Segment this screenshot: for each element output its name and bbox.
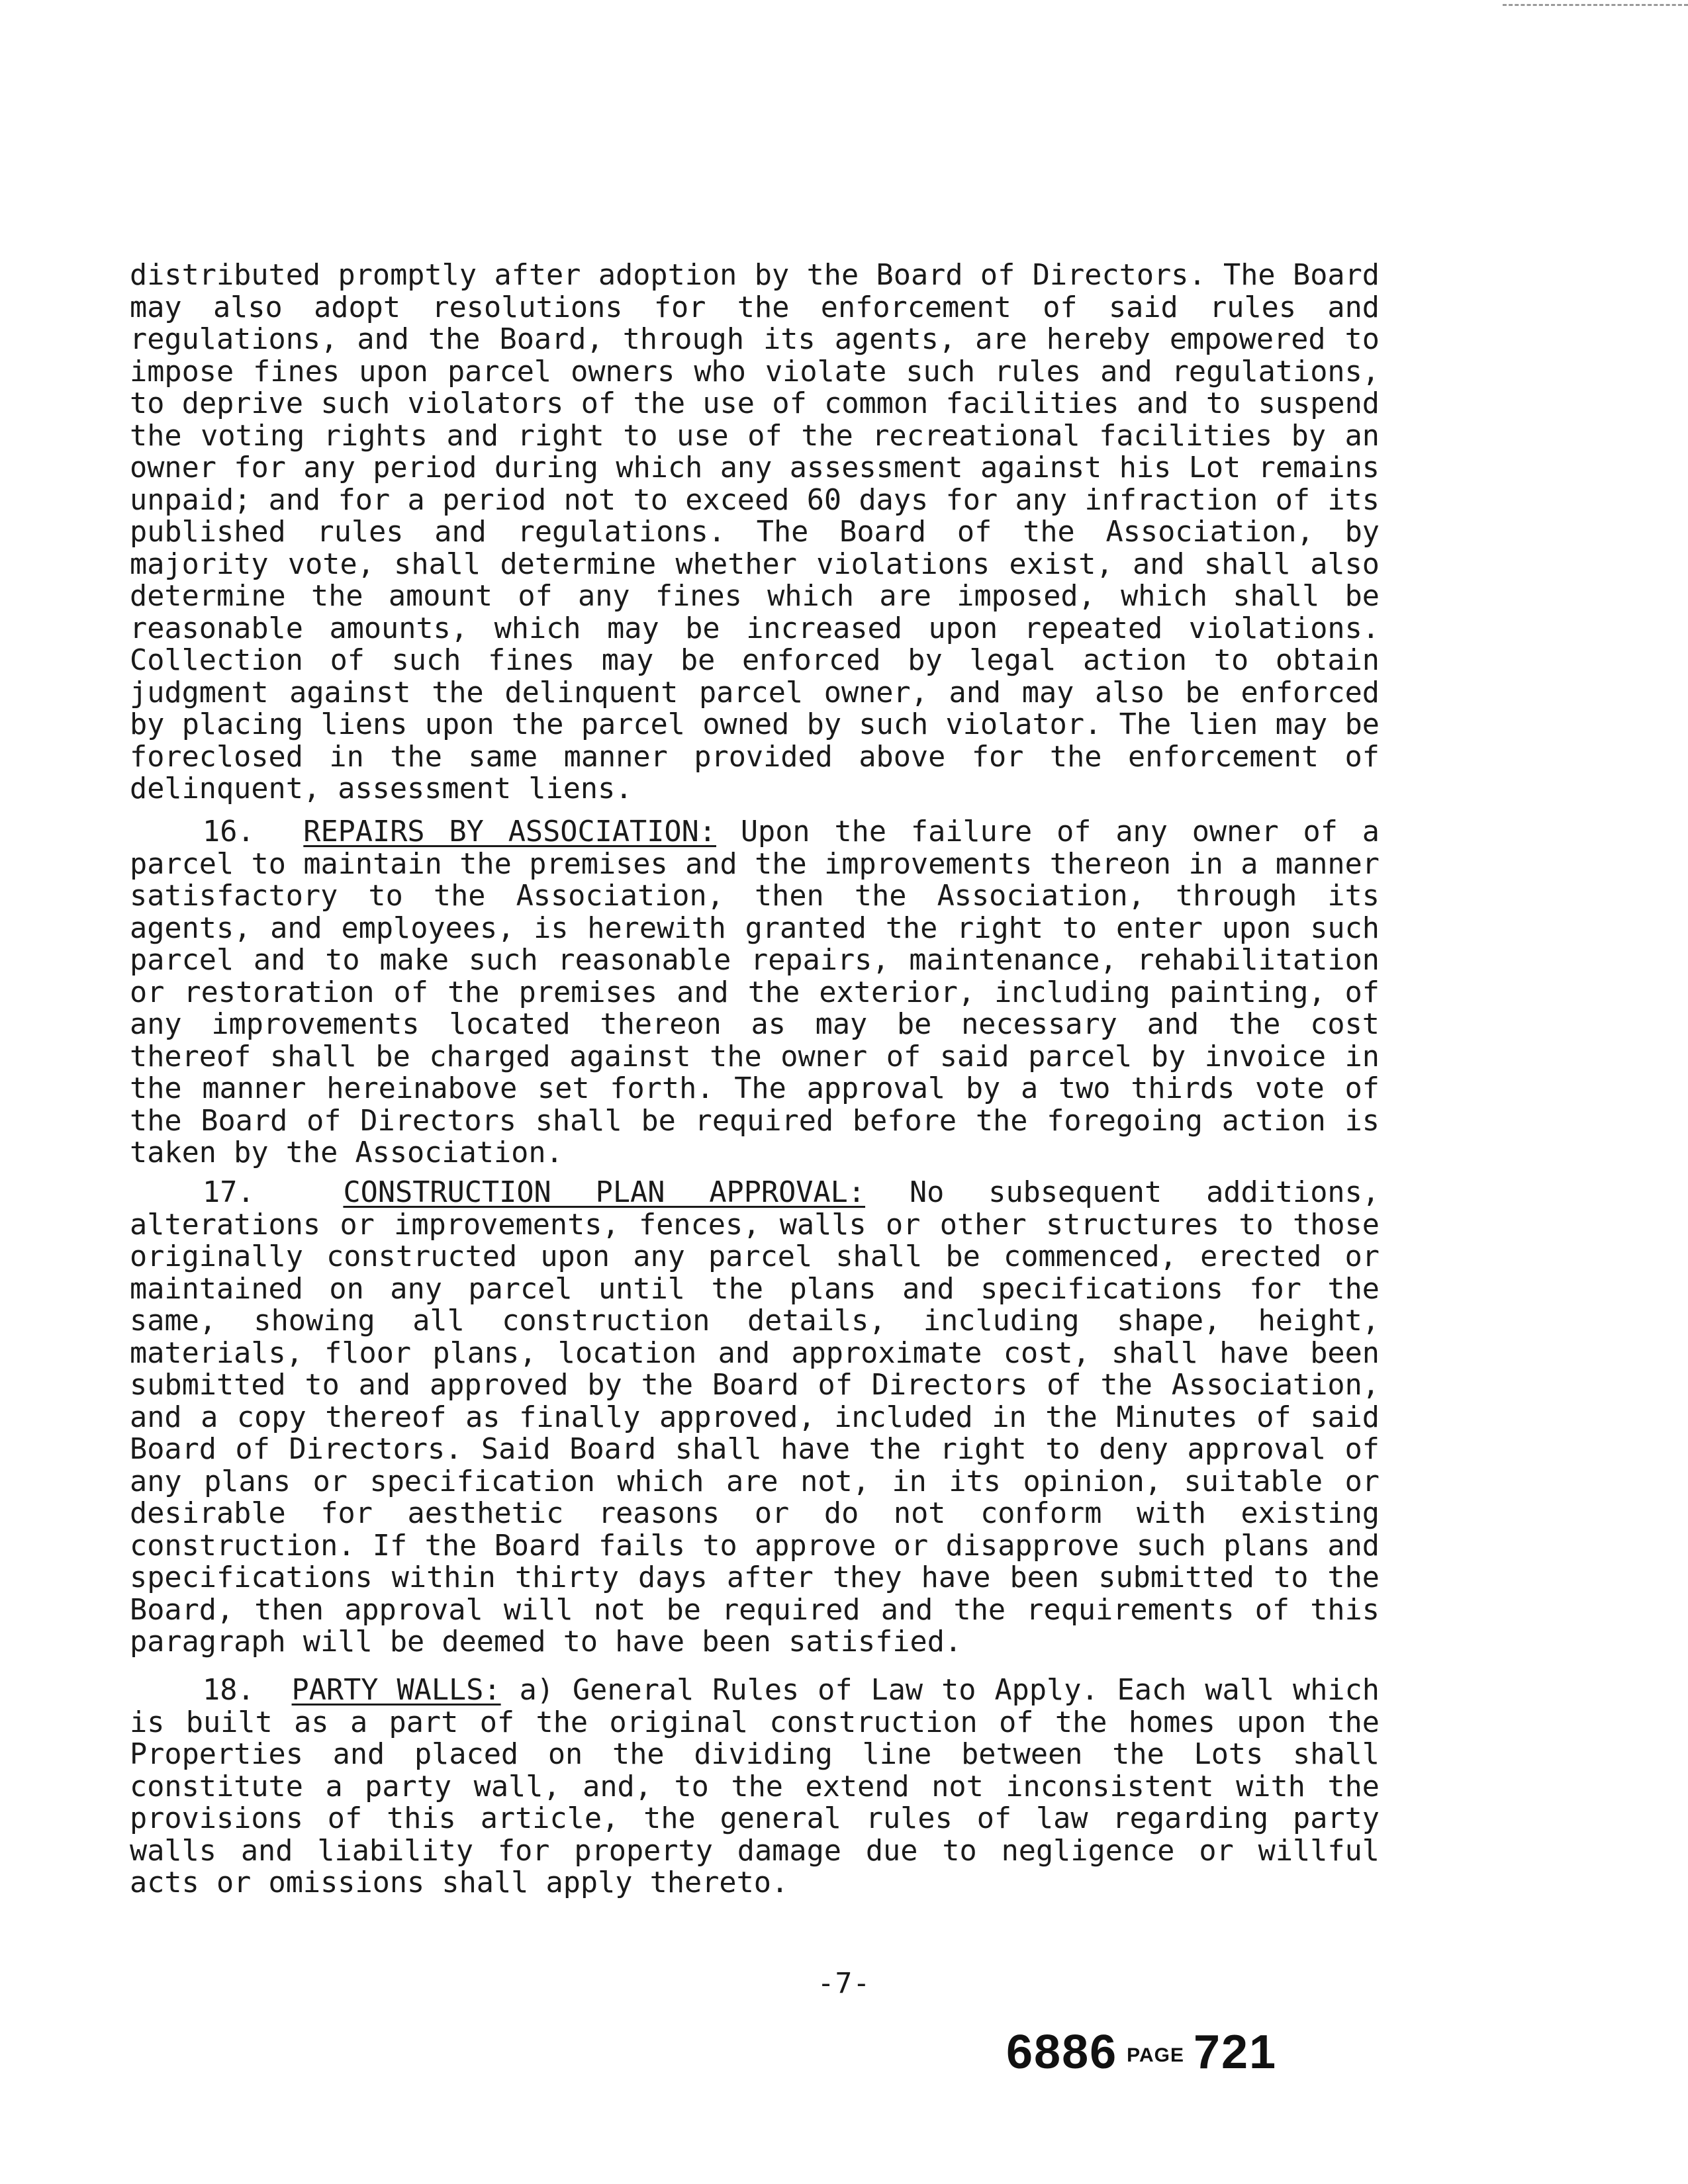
section-17 [130, 1177, 1380, 1659]
section-18-heading: PARTY WALLS: [291, 1674, 501, 1707]
section-16-paragraph [130, 816, 1380, 1169]
section-17-text: No subsequent additions, alterations or improvements, fences, walls or other structures to those originally constructed upon any parcel shall be commenced, erected or maintained on any parcel until the plans and specifications for the same, showing all construction details, including shape, height, materials, floor plans, location and approximate cost, shall have been submitted to and approved by the Board of Directors of the Association, and a copy thereof as finally approved, included in the Minutes of said Board of Directors. Said Board shall have the right to deny approval of any plans or specification which are not, in its opinion, suitable or desirable for aesthetic reasons or do not conform with existing construction. If the Board fails to approve or disapprove such plans and specifications within thirty days after they have been submitted to the Board, then approval will not be required and the requirements of this paragraph will be deemed to have been satisfied. [130, 1176, 1380, 1659]
scan-artifact [1503, 4, 1688, 10]
section-18-text: a) General Rules of Law to Apply. Each wall which is built as a part of the original construction of the homes upon the Properties and placed on the dividing line between the Lots shall constitute a party wall, and, to the extend not inconsistent with the provisions of this article, the general rules of law regarding party walls and liability for property damage due to negligence or willful acts or omissions shall apply thereto. [130, 1674, 1380, 1899]
section-18 [130, 1674, 1380, 1899]
section-17-heading: CONSTRUCTION PLAN APPROVAL: [343, 1176, 866, 1209]
section-16-number: 16. [203, 815, 255, 848]
section-15-text: distributed promptly after adoption by the Board of Directors. The Board may also adopt resolutions for the enforcement of said rules and regulations, and the Board, through its agents, are hereby empowered to impose fines upon parcel owners who violate such rules and regulations, to deprive such violators of the use of common facilities and to suspend the voting rights and right to use of the recreational facilities by an owner for any period during which any assessment against his Lot remains unpaid; and for a period not to exceed 60 days for any infraction of its published rules and regulations. The Board of the Association, by majority vote, shall determine whether violations exist, and shall also determine the amount of any fines which are imposed, which shall be reasonable amounts, which may be increased upon repeated violations. Collection of such fines may be enforced by legal action to obtain judgment against the delinquent parcel owner, and may also be enforced by placing liens upon the parcel owned by such violator. The lien may be foreclosed in the same manner provided above for the enforcement of delinquent, assessment liens. [130, 259, 1380, 805]
stamp-page-number: 721 [1193, 2026, 1278, 2079]
section-16 [130, 816, 1380, 1169]
section-18-number: 18. [203, 1674, 255, 1707]
section-18-paragraph [130, 1674, 1380, 1899]
section-16-heading: REPAIRS BY ASSOCIATION: [303, 815, 716, 848]
stamp-book-number: 6886 [1006, 2026, 1118, 2079]
section-17-paragraph [130, 1177, 1380, 1659]
section-17-number: 17. [203, 1176, 255, 1209]
section-15-continuation [130, 259, 1380, 805]
section-16-text: Upon the failure of any owner of a parcel to maintain the premises and the improvements thereon in a manner satisfactory to the Association, then the Association, through its agents, and employees, is herewith granted the right to enter upon such parcel and to make such reasonable repairs, maintenance, rehabilitation or restoration of the premises and the exterior, including painting, of any improvements located thereon as may be necessary and the cost thereof shall be charged against the owner of said parcel by invoice in the manner hereinabove set forth. The approval by a two thirds vote of the Board of Directors shall be required before the foregoing action is taken by the Association. [130, 815, 1380, 1169]
page-number: -7- [817, 1967, 871, 2000]
book-page-stamp [1006, 2025, 1277, 2079]
stamp-page-label: PAGE [1127, 2044, 1184, 2066]
